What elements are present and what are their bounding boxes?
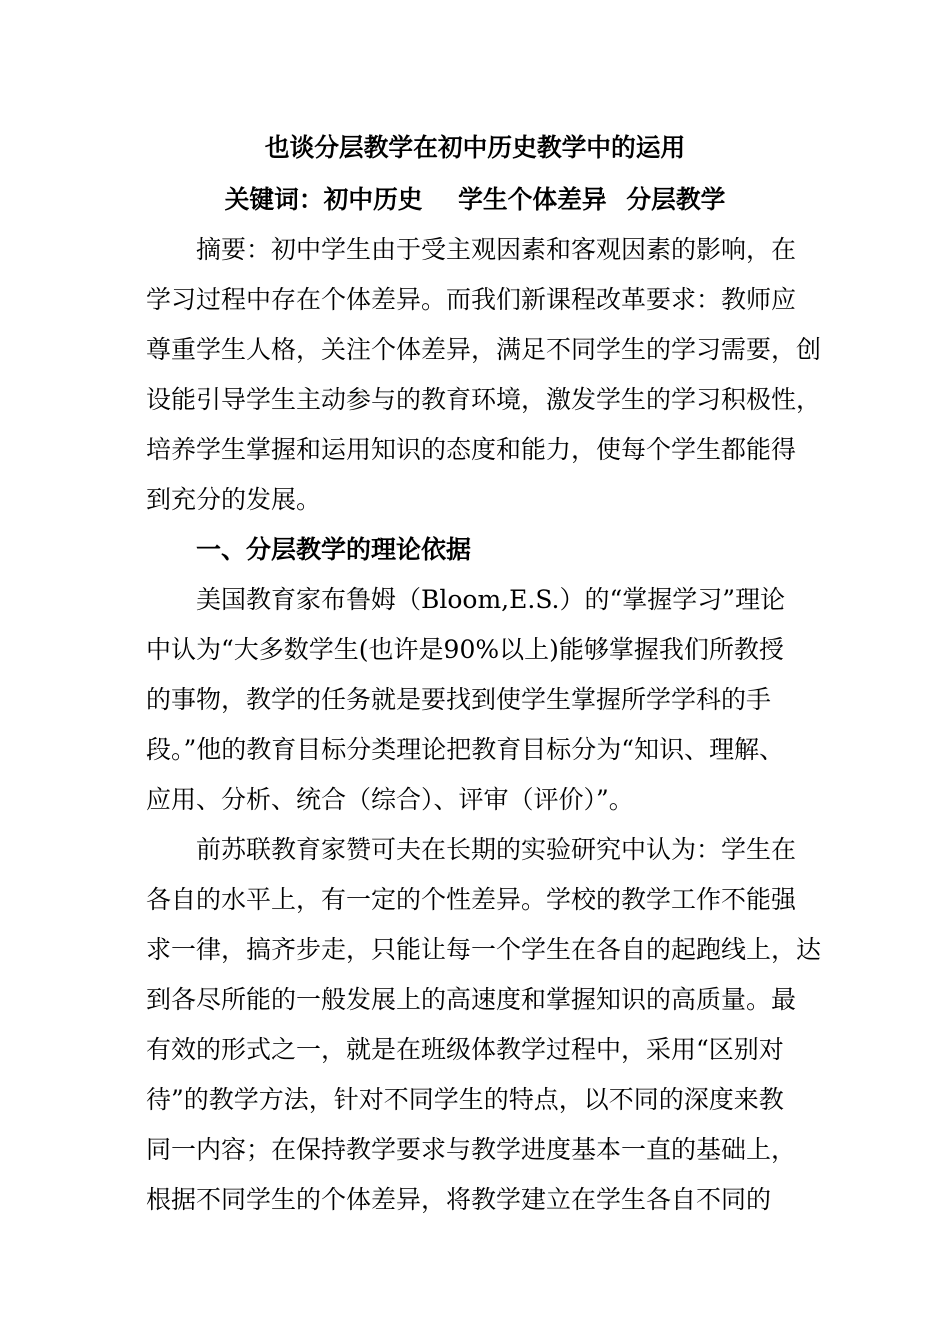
section-heading-1: 一、分层教学的理论依据 [196, 535, 472, 564]
abstract-line-1: 摘要：初中学生由于受主观因素和客观因素的影响，在 [196, 235, 797, 264]
abstract-line-5: 培养学生掌握和运用知识的态度和能力，使每个学生都能得 [146, 435, 797, 464]
para1-line-1: 美国教育家布鲁姆（Bloom,E.S.）的“掌握学习”理论 [196, 585, 786, 614]
abstract-line-4: 设能引导学生主动参与的教育环境，激发学生的学习积极性， [146, 385, 822, 414]
para2-line-2: 各自的水平上，有一定的个性差异。学校的教学工作不能强 [146, 885, 797, 914]
para2-line-7: 同一内容；在保持教学要求与教学进度基本一直的基础上， [146, 1135, 797, 1164]
para2-line-4: 到各尽所能的一般发展上的高速度和掌握知识的高质量。最 [146, 985, 797, 1014]
document-title: 也谈分层教学在初中历史教学中的运用 [264, 133, 686, 162]
para2-line-1: 前苏联教育家赞可夫在长期的实验研究中认为：学生在 [196, 835, 797, 864]
para2-line-5: 有效的形式之一，就是在班级体教学过程中，采用“区别对 [146, 1035, 784, 1064]
keyword-3: 分层教学 [626, 185, 726, 214]
para1-line-4: 段。”他的教育目标分类理论把教育目标分为“知识、理解、 [146, 735, 785, 764]
para2-line-3: 求一律，搞齐步走，只能让每一个学生在各自的起跑线上，达 [146, 935, 822, 964]
keywords-label: 关键词： [224, 185, 324, 214]
abstract-line-6: 到充分的发展。 [146, 485, 322, 514]
para2-line-6: 待”的教学方法，针对不同学生的特点，以不同的深度来教 [146, 1085, 784, 1114]
abstract-line-3: 尊重学生人格，关注个体差异，满足不同学生的学习需要，创 [146, 335, 822, 364]
para1-line-2: 中认为“大多数学生(也许是90%以上)能够掌握我们所教授 [146, 635, 784, 664]
para2-line-8: 根据不同学生的个体差异，将教学建立在学生各自不同的 [146, 1185, 772, 1214]
keyword-2: 学生个体差异 [458, 185, 607, 214]
abstract-line-2: 学习过程中存在个体差异。而我们新课程改革要求：教师应 [146, 285, 797, 314]
para1-line-5: 应用、分析、统合（综合）、评审（评价）”。 [146, 785, 634, 814]
keyword-1: 初中历史 [323, 185, 423, 214]
keywords-line [5, 180, 945, 220]
para1-line-3: 的事物，教学的任务就是要找到使学生掌握所学学科的手 [146, 685, 772, 714]
